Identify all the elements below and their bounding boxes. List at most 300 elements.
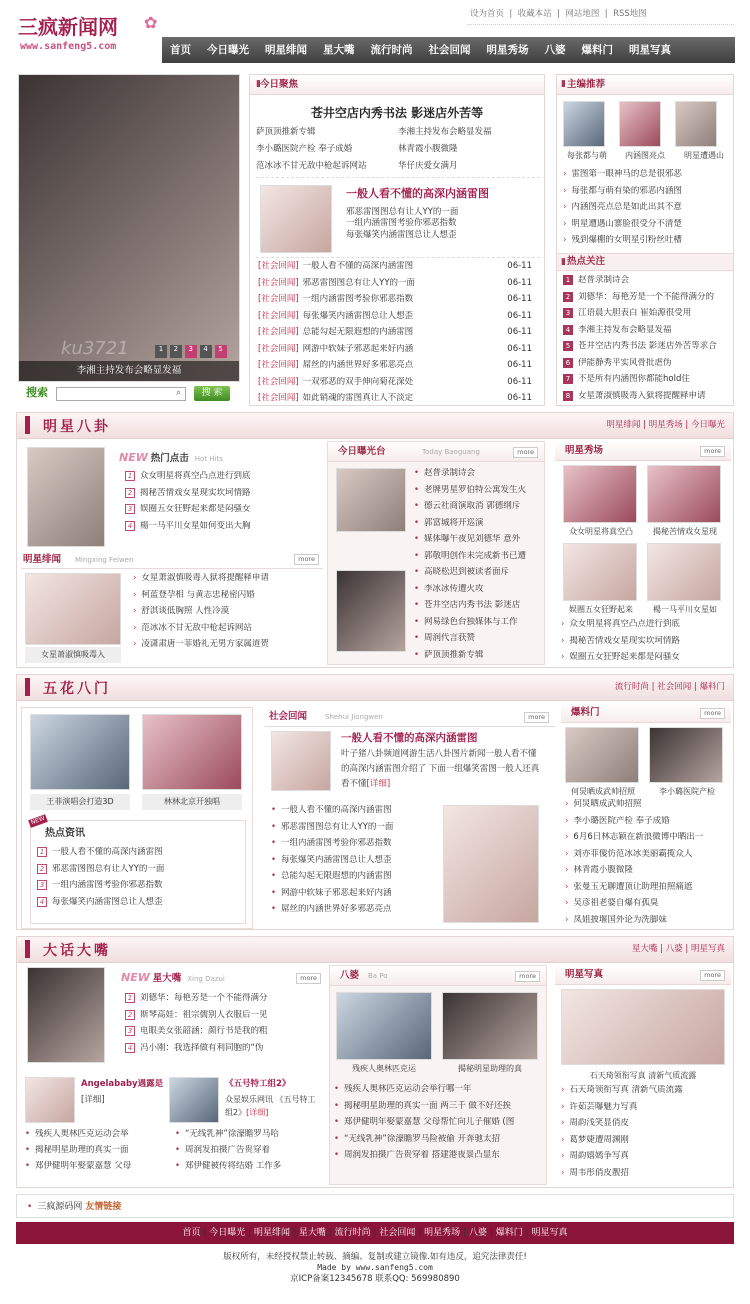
mouth-list-item[interactable]: • 残疾人奥林匹克运动会举 [25,1129,171,1146]
today-headline[interactable]: 苍井空店内秀书法 影迷店外苦等 [310,106,484,120]
search-input[interactable] [56,387,186,401]
mouth-item[interactable] [125,1010,321,1027]
editor-item[interactable]: › 雷图第一眼神马的总是很邪恶 [563,169,731,186]
gossip-image[interactable] [25,573,121,645]
s1-tab-1[interactable]: 明星绯闻 [606,420,641,430]
news-category[interactable]: [社会回闻] [258,360,299,370]
bao-more-button[interactable]: more [700,708,725,719]
news-row[interactable] [258,261,540,278]
list-item-text: 女星萧淑慎吸毒入狱将提醒释申请 [578,390,706,401]
nav-fashion[interactable]: 流行时尚 [370,44,413,56]
list-item-text: 电眼美女张韶涵：颜行书是我的粗 [140,1026,268,1036]
today-link-4[interactable]: 林青霞小腹微隆 [398,144,458,154]
search-button[interactable]: 搜 索 [194,386,230,401]
slider-image[interactable] [18,74,240,382]
s1-today-more-button[interactable]: more [513,447,538,458]
list-item-text: 每张爆笑内涵雷图总让人想歪 [52,896,163,907]
mouth-title: 星大嘴 [152,973,182,984]
list-item-text: 众女明星将真空凸点进行到底 [140,471,251,481]
rank-number: 3 [563,308,573,318]
editor-item[interactable]: › 残到爆棚的女明星引粉丝吐槽 [563,235,731,252]
rank-number: 5 [563,341,573,351]
hot-item[interactable] [563,391,731,408]
today-exposure-item[interactable]: • 周润代言获赞 [414,633,542,650]
hot-item[interactable] [563,275,731,292]
news-row[interactable] [258,327,540,344]
s1-today-list [414,468,542,666]
slider-page-4[interactable]: 4 [200,345,212,358]
news-date: 06-11 [507,310,532,321]
mouth-more-button[interactable]: more [296,973,321,984]
news-category[interactable]: [社会回闻] [258,294,299,304]
hot-item[interactable] [563,292,731,309]
nav-gossip[interactable]: 明星绯闻 [265,44,307,56]
s1-tab-2[interactable]: 明星秀场 [648,420,683,430]
sitemap-link[interactable]: 网站地图 [565,9,600,19]
bao-cap-2[interactable]: 李小璐医院产检 [659,787,715,796]
s1-today-image-2[interactable] [336,570,406,652]
photo-item[interactable]: › 周韦彤俏皮靓招 [561,1168,729,1185]
bapo-item[interactable]: • “无线乳神”徐濠瞻罗马险被偷 开奔驰太招 [334,1134,544,1151]
news-title[interactable]: 网游中软妹子邪恶起来好内涵 [302,343,414,354]
news-row[interactable] [258,344,540,361]
news-category[interactable]: [社会回闻] [258,261,299,271]
bao-item[interactable]: › 刘亦菲傻仿范冰冰美丽霸揽众人 [565,849,729,866]
s2-photo-1[interactable] [30,714,130,790]
fire-icon: ▮ [561,257,566,267]
hotclick-item[interactable] [125,521,325,538]
bao-photo-1[interactable] [565,727,639,783]
hotclick-item[interactable] [125,471,325,488]
site-logo[interactable] [18,14,168,42]
list-item-text: 冯小刚：我选择做有利同胞的“伪 [140,1042,264,1053]
mouth-en: Xing Dazui [187,975,225,983]
slider-watermark: ku3721 [61,338,129,359]
editor-photo-3[interactable] [675,101,717,147]
section-icon [25,940,30,958]
footer-nav-mouth[interactable]: 星大嘴 [298,1228,326,1238]
hotclick-item[interactable] [125,504,325,521]
gossip-image-caption[interactable]: 女星萧淑慎吸毒入 [25,647,121,663]
footer-nav-fashion[interactable]: 流行时尚 [334,1228,371,1238]
today-exposure-item[interactable]: • 媒体曝午夜见刘德华 意外 [414,534,542,551]
today-exposure-item[interactable]: • 高晓松迟到被读者面斥 [414,567,542,584]
today-exposure-item[interactable]: • 德云社商演取消 郭德纲斥 [414,501,542,518]
news-category[interactable]: [社会回闻] [258,343,299,354]
show-item[interactable]: › 揭秘苦情戏女星现实坎坷情路 [561,636,729,653]
hotinfo-title: 热点资讯 [45,828,85,839]
butterfly-icon: ✿ [144,13,158,32]
bapo-item[interactable]: • 周润发拍摄广告贵穿着 搭建港夜景凸显东 [334,1150,544,1167]
list-item-text: 斯琴高娃：祖宗儒别人衣服后一见 [140,1009,268,1020]
show-cap-1[interactable]: 众女明星将真空凸 [569,527,633,536]
show-title: 明星秀场 [565,445,604,456]
s1-tab-3[interactable]: 今日曝光 [690,420,725,430]
news-title[interactable]: 总能勾起无限遐想的内涵雷图 [302,327,414,337]
photo-cap[interactable]: 石天琦领衔写真 清新气质流露 [589,1071,697,1080]
show-cap-3[interactable]: 娱圈五女狂野起来 [569,605,633,614]
rank-number: 1 [125,993,135,1003]
social-item[interactable]: • 总能勾起无限遐想的内涵雷图 [271,871,441,888]
news-category[interactable]: [社会回闻] [258,393,299,403]
s1-title: 明星八卦 [43,419,111,435]
list-item-text: 一般人看不懂的高深内涵雷图 [52,847,163,857]
footer-nav-show[interactable]: 明星秀场 [424,1228,461,1238]
photo-item[interactable]: › 葛梦婕遭周渊刚 [561,1135,729,1152]
slider-page-2[interactable]: 2 [170,345,182,358]
editor-item[interactable]: › 内涵图亮点总是如此出其不意 [563,202,731,219]
new-badge: NEW [119,451,148,464]
s3-title: 大话大嘴 [43,943,111,959]
news-category[interactable]: [社会回闻] [258,310,299,321]
rank-number: 4 [125,521,135,531]
today-exposure-item[interactable]: • 郭敬明创作未完成新书已遭 [414,551,542,568]
hot-item[interactable] [563,374,731,391]
nav-show[interactable]: 明星秀场 [486,44,529,56]
hot-item[interactable] [563,341,731,358]
bapo-photo-2[interactable] [442,992,538,1060]
today-news-list [258,261,540,410]
today-link-5[interactable]: 范冰冰不甘无敌中枪起诉网站 [256,161,367,171]
mouth-image[interactable] [27,967,105,1063]
rank-number: 3 [125,504,135,514]
hotinfo-list [37,847,245,913]
nav-bao[interactable]: 爆料门 [581,44,613,56]
s2-tab-2[interactable]: 社会回闻 [657,682,692,692]
slider-pager [155,343,227,358]
s1-today-en: Today Baoguang [422,448,480,456]
rank-number: 7 [563,374,573,384]
feature-line-2[interactable]: 一组内涵雷图考验你邪恶指数 [346,218,457,229]
photo-more-button[interactable]: more [700,970,725,981]
nav-mouth[interactable]: 星大嘴 [323,44,355,56]
feature-image[interactable] [260,185,332,253]
rank-number: 2 [125,1010,135,1020]
news-category[interactable]: [社会回闻] [258,277,299,288]
list-item-text: 苍井空店内秀书法 影迷店外苦等求合 [578,341,717,351]
gossip-more-button[interactable]: more [294,554,319,565]
bao-item[interactable]: › 李小璐医院产检 奉子成婚 [565,816,729,833]
slider-caption: 李湘主持发布会略显发福 [19,361,239,381]
show-cap-2[interactable]: 揭秘苦情戏女星现 [653,527,717,536]
nav-home[interactable]: 首页 [170,44,191,56]
s2-tab-3[interactable]: 爆料门 [699,682,725,692]
list-item-text: 江语晨大胆表白 崔始源很受用 [578,308,692,318]
editor-cap-3[interactable]: 明星遭遇山 [684,151,724,160]
news-date: 06-11 [507,327,532,337]
news-date: 06-11 [507,376,532,387]
hotinfo-item[interactable] [37,897,245,914]
hotinfo-item[interactable] [37,864,245,881]
bapo-item[interactable]: • 残疾人奥林匹克运动会举行哪一年 [334,1084,544,1101]
show-photo-4[interactable] [647,543,721,601]
c1-image[interactable] [25,1077,75,1123]
social-en: Shehui Jiongwen [325,713,383,721]
social-item[interactable]: • 屌丝的内涵世界好多邪恶亮点 [271,904,441,921]
photo-item[interactable]: › 许茹芸曝魅力写真 [561,1102,729,1119]
photo-main[interactable] [561,989,725,1065]
mouth-item[interactable] [125,1043,321,1060]
news-title[interactable]: 邪恶雷图图总有让人YY的一面 [302,277,416,288]
news-title[interactable]: 一般人看不懂的高深内涵雷图 [302,261,414,271]
bapo-cap-2[interactable]: 揭秘明星助理的真 [458,1064,522,1073]
photo-item[interactable]: › 周韵浅笑显俏皮 [561,1118,729,1135]
gossip-item[interactable]: › 舒淇谈低胸照 人性冷漠 [133,606,321,623]
editor-title: 主编推荐 [567,79,606,90]
bao-title: 爆料门 [571,707,600,718]
section-icon [25,416,30,434]
rank-number: 4 [37,897,47,907]
c2-detail[interactable]: [详细] [246,1108,269,1117]
today-exposure-item[interactable]: • 赵普录制诗会 [414,468,542,485]
news-row[interactable] [258,294,540,311]
rank-number: 2 [563,292,573,302]
rss-link[interactable]: RSS地图 [613,9,647,19]
social-item[interactable]: • 一组内涵雷图考验你邪恶指数 [271,838,441,855]
search-icon: ⌕ [176,388,182,398]
social-item[interactable]: • 每张爆笑内涵雷图总让人想歪 [271,855,441,872]
news-row[interactable] [258,311,540,328]
bao-item[interactable]: › 林青霞小腹微隆 [565,865,729,882]
editor-list [563,169,731,252]
social-headline[interactable]: 一般人看不懂的高深内涵雷图 [341,732,478,744]
photo-title: 明星写真 [565,969,604,980]
social-title: 社会回闻 [269,711,308,722]
feature-line-3[interactable]: 每张爆笑内涵雷图总让人想歪 [346,229,457,240]
footer-nav-bapo[interactable]: 八婆 [468,1228,487,1238]
social-desc: 叶子猪八卦频道网游生活八卦图片新闻一般人看不懂的高深内涵雷图介绍了 下面一组爆笑雷图一般人还真看不懂 [341,749,540,789]
nav-today[interactable]: 今日曝光 [207,44,249,56]
bapo-cap-1[interactable]: 残疾人奥林匹克运 [352,1064,416,1073]
hotclick-list [125,471,325,537]
news-date: 06-11 [507,261,532,271]
today-exposure-item[interactable]: • 萨顶顶推新专辑 [414,650,542,667]
footer-nav-home[interactable]: 首页 [182,1228,201,1238]
footer-made: Made by www.sanfeng5.com [317,1263,433,1273]
s3-tab-3[interactable]: 明星写真 [690,944,725,954]
s2-photo-2[interactable] [142,714,242,790]
social-image[interactable] [271,731,331,791]
today-exposure-item[interactable]: • 老牌男星罗伯特公寓发生火 [414,485,542,502]
rank-number: 1 [563,275,573,285]
gossip-item[interactable]: › 女星萧淑慎吸毒入狱将提醒释申请 [133,573,321,590]
friend-site[interactable]: 三疯源码网 [37,1202,83,1212]
today-exposure-item[interactable]: • 郭富城将开巡演 [414,518,542,535]
top-links: 设为首页 | 收藏本站 | 网站地图 | RSS地图 [470,9,647,19]
list-item-text: 娱圈五女狂野起来都是闷骚女 [140,504,251,514]
gossip-list [133,573,321,656]
hotclick-item[interactable] [125,488,325,505]
photo-item[interactable]: › 周韵嬉嫣争写真 [561,1151,729,1168]
today-exposure-item[interactable]: • 李冰冰传遭火攻 [414,584,542,601]
hotinfo-item[interactable] [37,847,245,864]
nav-social[interactable]: 社会回闻 [428,44,471,56]
bao-item[interactable]: › 何炅晒成武帅招照 [565,799,729,816]
hotclick-en: Hot Hits [194,455,223,463]
show-cap-4[interactable]: 楊一马平川女星如 [653,605,717,614]
social-detail-link[interactable]: [详细] [366,779,391,789]
today-exposure-item[interactable]: • 网易绿色台独媒体与工作 [414,617,542,634]
s3-tab-1[interactable]: 星大嘴 [631,944,658,954]
rank-number: 2 [125,488,135,498]
news-row[interactable] [258,278,540,295]
list-item-text: 不是所有内涵图你都能hold住 [578,374,690,384]
rank-number: 3 [37,880,47,890]
news-category[interactable]: [社会回闻] [258,327,299,337]
bapo-photo-1[interactable] [336,992,432,1060]
footer-nav-bao[interactable]: 爆料门 [495,1228,523,1238]
footer-nav-today[interactable]: 今日曝光 [209,1228,246,1238]
c2-title[interactable]: 《五号特工组2》 [225,1079,291,1089]
feature-title[interactable]: 一般人看不懂的高深内涵雷图 [346,187,489,200]
c1-title[interactable]: Angelababy遇露是 [81,1079,164,1089]
bapo-more-button[interactable]: more [515,971,540,982]
hot-item[interactable] [563,325,731,342]
editor-photo-2[interactable] [619,101,661,147]
c2-image[interactable] [169,1077,219,1123]
hot-title: 热点关注 [567,256,606,267]
social-image-2[interactable] [443,805,539,923]
bapo-list [334,1084,544,1167]
bao-item[interactable]: › 张曼玉无聊遭顶让助理拍照痛遮 [565,882,729,899]
list-item-text: 一组内涵雷图考验你邪恶指数 [52,880,163,890]
slider-page-5[interactable]: 5 [215,345,227,358]
hot-list [563,275,731,407]
slider-page-3[interactable]: 3 [185,345,197,358]
footer-nav-social[interactable]: 社会回闻 [379,1228,416,1238]
show-photo-2[interactable] [647,465,721,523]
feature-line-1[interactable]: 邪恶雷图图总有让人YY的一面 [346,207,459,217]
bapo-item[interactable]: • 揭秘明星助理的真实一面 两三千 做不好还挨 [334,1101,544,1118]
show-list [561,619,729,669]
news-title[interactable]: 屌丝的内涵世界好多邪恶亮点 [302,360,414,370]
news-row[interactable] [258,360,540,377]
today-link-3[interactable]: 李小璐医院产检 奉子成婚 [256,144,353,154]
mouth-item[interactable] [125,1026,321,1043]
list-item-text: 楊一马平川女星如何变出大胸 [140,520,251,531]
mouth-list-item[interactable]: • 郑伊健明年娶蒙嘉慧 父母 [25,1161,171,1178]
mouth-list-item[interactable]: • 揭秘明星助理的真实一面 [25,1145,171,1162]
s2-tab-1[interactable]: 流行时尚 [614,682,649,692]
news-date: 06-11 [507,393,532,403]
rank-number: 3 [125,1026,135,1036]
photo-item[interactable]: › 石天琦领衔写真 清新气质流露 [561,1085,729,1102]
mouth-item[interactable] [125,993,321,1010]
s3-tab-2[interactable]: 八婆 [665,944,683,954]
nav-photo[interactable]: 明星写真 [629,44,671,56]
news-date: 06-11 [507,294,532,304]
news-row[interactable] [258,377,540,394]
list-item-text: 李湘主持发布会略显发福 [578,324,672,335]
news-title[interactable]: 一组内涵雷图考验你邪恶指数 [302,294,414,304]
news-date: 06-11 [507,360,532,370]
bao-cap-1[interactable]: 何炅晒成武帅招照 [571,787,635,796]
today-link-6[interactable]: 华仔庆爱女满月 [398,161,458,171]
mouth-list-item[interactable]: • 周润发拍摄广告贵穿着 [175,1145,321,1162]
mouth-list-item[interactable]: • “无线乳神”徐濠瞻罗马哈 [175,1129,321,1146]
slider-page-1[interactable]: 1 [155,345,167,358]
show-photo-1[interactable] [563,465,637,523]
mouth-list-item[interactable]: • 郑伊健被传将结婚 工作多 [175,1161,321,1178]
editor-item[interactable]: › 每张都与萌有染的邪恶内涵图 [563,186,731,203]
main-nav [162,37,735,63]
editor-photo-1[interactable] [563,101,605,147]
rank-number: 6 [563,358,573,368]
nav-bapo[interactable]: 八婆 [544,44,566,56]
section-icon [25,678,30,696]
news-title[interactable]: 一双邪恶的双手伸向菊花深处 [302,376,414,387]
s2-cap-1[interactable]: 王菲演唱会打造3D [30,794,130,810]
bapo-item[interactable]: • 郑伊健明年娶蒙嘉慧 父母帮忙向儿子催婚 (图 [334,1117,544,1134]
footer-nav: 首页 | 今日曝光 | 明星绯闻 | 星大嘴 | 流行时尚 | 社会回闻 | 明星秀场 | 八婆 | 爆料门 | 明星写真 [16,1222,734,1244]
today-link-1[interactable]: 萨顶顶推新专辑 [256,127,316,137]
rank-number: 2 [37,864,47,874]
news-title[interactable]: 每张爆笑内涵雷图总让人想歪 [302,310,414,321]
set-home-link[interactable]: 设为首页 [470,9,505,19]
footer-icp: 京ICP备案12345678 联系QQ: 569980890 [290,1274,460,1285]
social-item[interactable]: • 一般人看不懂的高深内涵雷图 [271,805,441,822]
bao-item[interactable]: › 吴彦祖老婆自爆有孤臭 [565,898,729,915]
footer-nav-gossip[interactable]: 明星绯闻 [254,1228,291,1238]
gossip-item[interactable]: › 凌潇肃唐一菲婚礼无男方家属道贺 [133,639,321,656]
gossip-en: Mingxing Feiwen [75,556,134,564]
news-category[interactable]: [社会回闻] [258,376,299,387]
social-item[interactable]: • 邪恶雷图图总有让人YY的一面 [271,822,441,839]
editor-item[interactable]: › 明星遭遇山寨脸很受分不清楚 [563,219,731,236]
logo-text: 三疯新闻网 [18,15,118,39]
bao-item[interactable]: › 6月6日林志颖在新浪微博中晒出一 [565,832,729,849]
show-more-button[interactable]: more [700,446,725,457]
hotclick-image[interactable] [27,447,105,547]
s1-today-image-1[interactable] [336,468,406,532]
bao-photo-2[interactable] [649,727,723,783]
s2-title: 五花八门 [43,681,111,697]
list-item-text: 揭秘苦情戏女星现实坎坷情路 [140,487,251,498]
today-focus-title: 今日聚焦 [260,79,299,90]
today-link-2[interactable]: 李湘主持发布会略显发福 [398,127,492,137]
list-item-text: 赵普录制诗会 [578,275,630,285]
social-more-button[interactable]: more [524,712,549,723]
hot-item[interactable] [563,358,731,375]
social-item[interactable]: • 网游中软妹子邪恶起来好内涵 [271,888,441,905]
bapo-title: 八婆 [340,970,360,981]
show-item[interactable]: › 众女明星将真空凸点进行到底 [561,619,729,636]
photo-list [561,1085,729,1184]
news-row[interactable] [258,393,540,410]
hot-item[interactable] [563,308,731,325]
bookmark-link[interactable]: 收藏本站 [517,9,552,19]
hotinfo-item[interactable] [37,880,245,897]
footer-nav-photo[interactable]: 明星写真 [531,1228,568,1238]
c1-detail[interactable]: [详细] [81,1095,105,1105]
gossip-title: 明星绯闻 [23,554,62,565]
editor-cap-1[interactable]: 每张都与萌 [567,151,607,160]
editor-cap-2[interactable]: 内涵图亮点 [625,151,665,160]
rank-number: 4 [125,1043,135,1053]
rank-number: 1 [37,847,47,857]
list-item-text: 伊能静秀平实风骨批虐伪 [578,357,672,368]
show-photo-3[interactable] [563,543,637,601]
list-item-text: 邪恶雷图图总有让人YY的一面 [52,863,165,874]
bao-item[interactable]: › 凤姐披堰国外论为洗脚妹 [565,915,729,932]
news-title[interactable]: 如此销魂的雷图真让人不淡定 [302,393,414,403]
c2-desc: 众星娱乐网讯 《五号特工组2》 [225,1095,316,1117]
show-item[interactable]: › 娱圈五女狂野起来都是闷骚女 [561,652,729,669]
s2-cap-2[interactable]: 林林北京开独唱 [142,794,242,810]
today-exposure-item[interactable]: • 苍井空店内秀书法 影迷店 [414,600,542,617]
gossip-item[interactable]: › 范冰冰不甘无敌中枪起诉网站 [133,623,321,640]
gossip-item[interactable]: › 柯蓝登孕相 与黄志忠秘密闪婚 [133,590,321,607]
